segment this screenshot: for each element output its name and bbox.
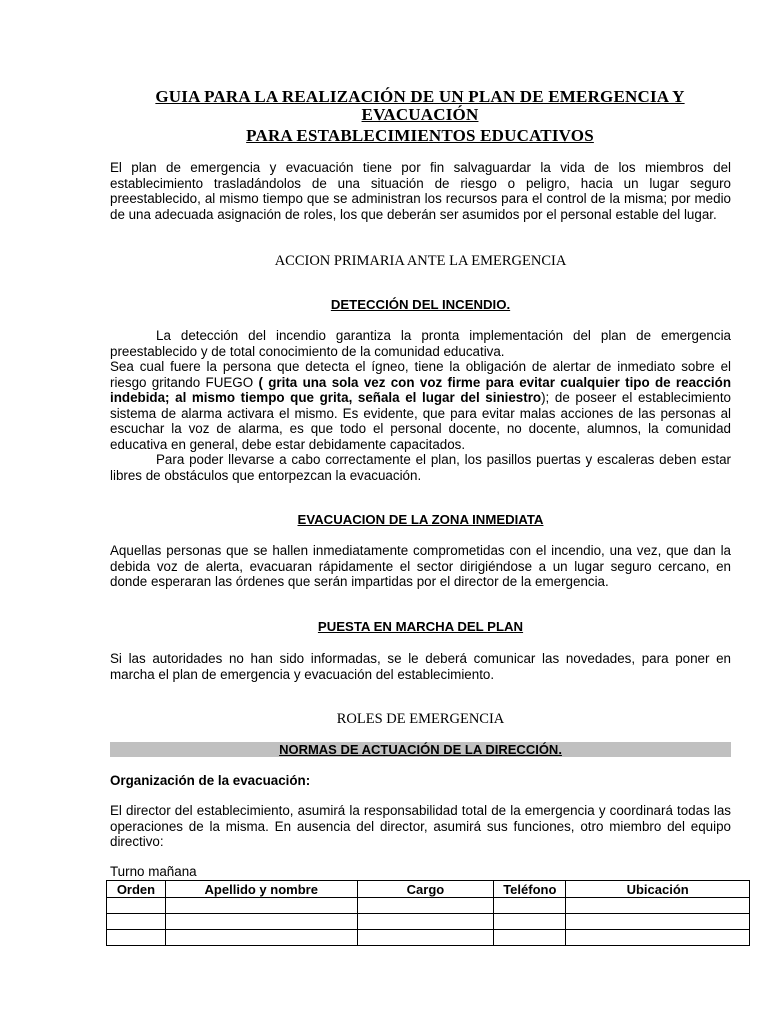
table-cell[interactable] <box>357 898 494 914</box>
normas-heading: NORMAS DE ACTUACIÓN DE LA DIRECCIÓN. <box>279 742 562 757</box>
organizacion-paragraph: El director del establecimiento, asumirá la responsabilidad total de la emergencia y coordinará todas las operaciones de la misma. En ausencia del director, asumirá sus funciones, otro miembro del equipo directivo: <box>110 803 731 849</box>
table-cell[interactable] <box>357 930 494 946</box>
header-cargo: Cargo <box>357 881 494 898</box>
table-cell[interactable] <box>357 914 494 930</box>
deteccion-heading: DETECCIÓN DEL INCENDIO. <box>330 297 511 312</box>
roles-table <box>106 880 750 946</box>
deteccion-paragraph <box>110 328 731 483</box>
table-cell[interactable] <box>165 898 357 914</box>
table-cell[interactable] <box>165 914 357 930</box>
puesta-heading: PUESTA EN MARCHA DEL PLAN <box>317 619 524 634</box>
puesta-paragraph: Si las autoridades no han sido informadas, se le deberá comunicar las novedades, para poner en marcha el plan de emergencia y evacuación del establecimiento. <box>110 651 731 682</box>
header-ubicacion: Ubicación <box>566 881 750 898</box>
table-row <box>107 930 750 946</box>
table-cell[interactable] <box>494 930 566 946</box>
deteccion-p2-bold: ( grita una sola vez con voz firme para evitar cualquier tipo de reacción indebida; al mismo tiempo que grita, señala el lugar del siniestro <box>110 374 731 405</box>
table-header-row <box>107 881 750 898</box>
roles-heading: ROLES DE EMERGENCIA <box>336 711 505 727</box>
deteccion-p3: Para poder llevarse a cabo correctamente el plan, los pasillos puertas y escaleras deben estar libres de obstáculos que entorpezcan la evacuación. <box>110 452 731 483</box>
organizacion-heading: Organización de la evacuación: <box>110 773 311 788</box>
table-cell[interactable] <box>107 930 166 946</box>
section-primary-heading: ACCION PRIMARIA ANTE LA EMERGENCIA <box>274 253 567 269</box>
table-cell[interactable] <box>566 898 750 914</box>
title-line-3: PARA ESTABLECIMIENTOS EDUCATIVOS <box>246 126 594 145</box>
header-telefono: Teléfono <box>494 881 566 898</box>
table-cell[interactable] <box>494 914 566 930</box>
table-cell[interactable] <box>165 930 357 946</box>
table-cell[interactable] <box>107 914 166 930</box>
evacuacion-paragraph: Aquellas personas que se hallen inmediatamente comprometidas con el incendio, una vez, que dan la debida voz de alerta, evacuaran rápidamente el sector dirigiéndose a un lugar seguro cercano, en donde esperaran las órdenes que serán impartidas por el director de la emergencia. <box>110 543 731 589</box>
intro-paragraph: El plan de emergencia y evacuación tiene por fin salvaguardar la vida de los miembros del establecimiento trasladándolos de una situación de riesgo o peligro, hacia un lugar seguro preestablecido, al mismo tiempo que se administran los recursos para el control de la misma; por medio de una adecuada asignación de roles, los que deberán ser asumidos por el personal estable del lugar. <box>110 160 731 222</box>
table-cell[interactable] <box>494 898 566 914</box>
table-cell[interactable] <box>107 898 166 914</box>
turno-label: Turno mañana <box>110 864 197 879</box>
deteccion-p1: La detección del incendio garantiza la pronta implementación del plan de emergencia preestablecido y de total conocimiento de la comunidad educativa. <box>110 328 731 359</box>
title-line-1: GUIA PARA LA REALIZACIÓN DE UN PLAN DE EMERGENCIA Y <box>155 87 685 106</box>
deteccion-p2-end: ); de poseer el establecimiento sistema de alarma activara el mismo. Es evidente, que para evitar malas acciones de las personas al escuchar la voz de alarma, es que todo el personal docente, no docente, alumnos, la comunidad educativa en general, debe estar debidamente capacitados. <box>110 390 731 452</box>
table-row <box>107 898 750 914</box>
header-orden: Orden <box>107 881 166 898</box>
table-cell[interactable] <box>566 914 750 930</box>
table-row <box>107 914 750 930</box>
header-apellido-nombre: Apellido y nombre <box>165 881 357 898</box>
deteccion-p2-start: Sea cual fuere la persona que detecta el ígneo, tiene la obligación de alertar de inmediato sobre el riesgo gritando FUEGO <box>110 359 731 390</box>
evacuacion-heading: EVACUACION DE LA ZONA INMEDIATA <box>297 512 544 527</box>
table-cell[interactable] <box>566 930 750 946</box>
title-line-2: EVACUACIÓN <box>361 105 479 124</box>
